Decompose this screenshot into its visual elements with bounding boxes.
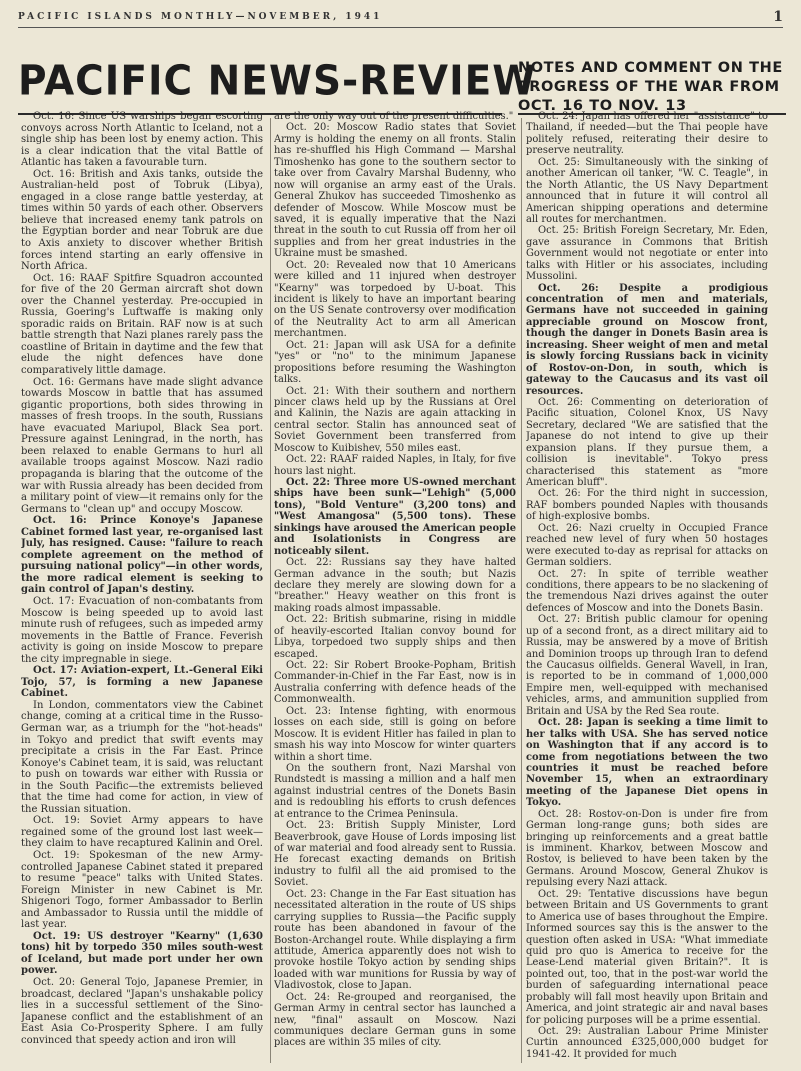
news-paragraph: Oct. 16: Prince Konoye's Japanese Cabinet formed last year, re-organised last July, has resigned. Cause: "failure to reach complete agreement on the method of pursuing national policy"—in other words, the more radical element is seeking to gain control of Japan's destiny. bbox=[21, 515, 263, 596]
news-paragraph: Oct. 23: Change in the Far East situation has necessitated alteration in the route of US ships carrying supplies to Russia—the Pacific supply route has been abandoned in favour of the Boston-Archangel route. While displaying a firm attitude, America apparently does not wish to provoke hostile Tokyo action by sending ships loaded with war munitions for Russia by way of Vladivostok, close to Japan. bbox=[274, 888, 516, 992]
news-paragraph: Oct. 23: British Supply Minister, Lord Beaverbrook, gave House of Lords imposing list of war material and food already sent to Russia. He forecast exacting demands on British industry to fulfil all the aid promised to the Soviet. bbox=[274, 820, 516, 889]
column-1 bbox=[21, 111, 263, 1063]
news-paragraph: Oct. 16: RAAF Spitfire Squadron accounted for five of the 20 German aircraft shot down over the Channel yesterday. Pre-occupied in Russia, Goering's Luftwaffe is making only sporadic raids on Britain. RAF now is at such battle strength that Nazi planes rarely pass the coastline of Britain in daytime and the few that elude the night defences have done comparatively little damage. bbox=[21, 272, 263, 377]
news-paragraph: Oct. 19: Spokesman of the new Army-controlled Japanese Cabinet stated it prepared to resume "peace" talks with United States. Foreign Minister in new Cabinet is Mr. Shigenori Togo, former Ambassador to Berlin and Ambassador to Russia until the middle of last year. bbox=[21, 850, 263, 931]
news-paragraph: Oct. 29: Australian Labour Prime Minister Curtin announced £325,000,000 budget for 1941-42. It provided for much bbox=[526, 1026, 768, 1060]
news-paragraph: Oct. 22: Three more US-owned merchant ships have been sunk—"Lehigh" (5,000 tons), "Bold Venture" (3,200 tons) and "West Amangosa" (5,500 tons). These sinkings have aroused the American people and Isolationists in Congress are noticeably silent. bbox=[274, 477, 516, 557]
news-paragraph: Oct. 26: For the third night in succession, RAF bombers pounded Naples with thousands of high-explosive bombs. bbox=[526, 488, 768, 523]
news-paragraph: Oct. 23: Intense fighting, with enormous losses on each side, still is going on before Moscow. It is evident Hitler has failed in plan to smash his way into Moscow for winter quarters within a short time. bbox=[274, 705, 516, 763]
column-3 bbox=[526, 111, 768, 1063]
news-paragraph: Oct. 16: British and Axis tanks, outside the Australian-held post of Tobruk (Libya), engaged in a close range battle yesterday, at times within 50 yards of each other. Observers believe that increased enemy tank patrols on the Egyptian border and near Tobruk are due to Axis anxiety to discover whether British forces intend starting an early offensive in North Africa. bbox=[21, 168, 263, 273]
news-paragraph: Oct. 27: In spite of terrible weather conditions, there appears to be no slackening of the tremendous Nazi drives against the outer defences of Moscow and into the Donets Basin. bbox=[526, 568, 768, 614]
news-paragraph: Oct. 26: Commenting on deterioration of Pacific situation, Colonel Knox, US Navy Secretary, declared "We are satisfied that the Japanese do not intend to give up their expansion plans. If they pursue them, a collision is inevitable". Tokyo press characterised this statement as "more American bluff". bbox=[526, 396, 768, 488]
news-paragraph: Oct. 19: Soviet Army appears to have regained some of the ground lost last week—they claim to have recaptured Kalinin and Orel. bbox=[21, 815, 263, 850]
column-2 bbox=[274, 111, 516, 1063]
notes-heading: NOTES AND COMMENT ON THE PROGRESS OF THE WAR FROM OCT. 16 TO NOV. 13 bbox=[518, 60, 783, 114]
news-paragraph: On the southern front, Nazi Marshal von Rundstedt is massing a million and a half men against industrial centres of the Donets Basin and is redoubling his efforts to crush defences at entrance to the Crimea Peninsula. bbox=[274, 762, 516, 820]
news-paragraph: Oct. 22: RAAF raided Naples, in Italy, for five hours last night. bbox=[274, 454, 516, 477]
running-head-title: PACIFIC ISLANDS MONTHLY—NOVEMBER, 1941 bbox=[18, 12, 383, 22]
column-divider-2 bbox=[521, 118, 522, 1063]
news-paragraph: Oct. 16: Germans have made slight advance towards Moscow in battle that has assumed gigantic proportions, both sides throwing in masses of fresh troops. In the south, Russians have evacuated Mariupol, Black Sea port. Pressure against Leningrad, in the north, has been relaxed to enable Germans to hurl all available troops against Moscow. Nazi radio propaganda is blaring that the outcome of the war with Russia already has been decided from a military point of view—it remains only for the Germans to "clean up" and occupy Moscow. bbox=[21, 376, 263, 515]
news-paragraph: Oct. 17: Evacuation of non-combatants from Moscow is being speeded up to avoid last minute rush of refugees, such as impeded army movements in the Battle of France. Feverish activity is going on inside Moscow to prepare the city impregnable in siege. bbox=[21, 595, 263, 665]
news-paragraph: Oct. 20: Moscow Radio states that Soviet Army is holding the enemy on all fronts. Stalin has re-shuffled his High Command — Marshal Timoshenko has gone to the southern sector to take over from Cavalry Marshal Budenny, who now will organise an army east of the Urals. General Zhukov has succeeded Timoshenko as defender of Moscow. While Moscow must be saved, it is equally imperative that the Nazi threat in the south to cut Russia off from her oil supplies and from her great industries in the Ukraine must be smashed. bbox=[274, 122, 516, 260]
news-paragraph: In London, commentators view the Cabinet change, coming at a critical time in the Russo-German war, as a triumph for the "hot-heads" in Tokyo and predict that swift events may precipitate a crisis in the Far East. Prince Konoye's Cabinet team, it is said, was reluctant to push on towards war either with Russia or in the South Pacific—the extremists believed that the time had come for action, in view of the Russian situation. bbox=[21, 699, 263, 815]
news-paragraph: Oct. 28: Rostov-on-Don is under fire from German long-range guns; both sides are bringing up reinforcements and a great battle is imminent. Kharkov, between Moscow and Rostov, is believed to have been taken by the Germans. Around Moscow, General Zhukov is repulsing every Nazi attack. bbox=[526, 808, 768, 889]
news-paragraph: Oct. 25: Simultaneously with the sinking of another American oil tanker, "W. C. Teagle", in the North Atlantic, the US Navy Department announced that in future it will control all American shipping operations and determine all routes for merchantmen. bbox=[526, 156, 768, 225]
masthead-title: PACIFIC NEWS-REVIEW bbox=[18, 57, 537, 106]
column-divider-1 bbox=[270, 118, 271, 1063]
news-paragraph: Oct. 21: With their southern and northern pincer claws held up by the Russians at Orel and Kalinin, the Nazis are again attacking in central sector. Stalin has announced seat of Soviet Government been transferred from Moscow to Kuibishev, 550 miles east. bbox=[274, 385, 516, 454]
news-paragraph: Oct. 28: Japan is seeking a time limit to her talks with USA. She has served notice on Washington that if any accord is to come from negotiations between the two countries it must be reached before November 15, when an extraordinary meeting of the Japanese Diet opens in Tokyo. bbox=[526, 717, 768, 809]
news-paragraph: Oct. 17: Aviation-expert, Lt.-General Eiki Tojo, 57, is forming a new Japanese Cabinet. bbox=[21, 665, 263, 700]
news-paragraph: Oct. 22: Russians say they have halted German advance in the south; but Nazis declare they merely are slowing down for a "breather." Heavy weather on this front is making roads almost impassable. bbox=[274, 557, 516, 614]
news-paragraph: Oct. 20: General Tojo, Japanese Premier, in broadcast, declared "Japan's unshakable policy lies in a successful settlement of the Sino-Japanese conflict and the establishment of an East Asia Co-Prosperity Sphere. I am fully convinced that speedy action and iron will bbox=[21, 977, 263, 1046]
running-head bbox=[18, 10, 783, 26]
news-paragraph: Oct. 26: Despite a prodigious concentration of men and materials, Germans have not succeeded in gaining appreciable ground on Moscow front, though the danger in Donets Basin area is increasing. Sheer weight of men and metal is slowly forcing Russians back in vicinity of Rostov-on-Don, in south, which is gateway to the Caucasus and its vast oil resources. bbox=[526, 282, 768, 397]
news-paragraph: Oct. 19: US destroyer "Kearny" (1,630 tons) hit by torpedo 350 miles south-west of Iceland, but made port under her own power. bbox=[21, 930, 263, 977]
news-paragraph: are the only way out of the present difficulties." bbox=[274, 111, 514, 122]
news-paragraph: Oct. 24: Japan has offered her "assistance" to Thailand, if needed—but the Thai people have politely refused, reiterating their desire to preserve neutrality. bbox=[526, 111, 768, 157]
news-paragraph: Oct. 25: British Foreign Secretary, Mr. Eden, gave assurance in Commons that British Government would not negotiate or enter into talks with Hitler or his associates, including Mussolini. bbox=[526, 225, 768, 283]
news-paragraph: Oct. 21: Japan will ask USA for a definite "yes" or "no" to the minimum Japanese propositions before resuming the Washington talks. bbox=[274, 339, 516, 386]
news-paragraph: Oct. 16: Since US warships began escorting convoys across North Atlantic to Iceland, not a single ship has been lost by enemy action. This is a clear indication that the vital Battle of Atlantic has taken a favourable turn. bbox=[21, 111, 263, 169]
top-rule bbox=[18, 27, 783, 28]
news-paragraph: Oct. 22: Sir Robert Brooke-Popham, British Commander-in-Chief in the Far East, now is in Australia conferring with defence heads of the Commonwealth. bbox=[274, 660, 516, 706]
news-paragraph: Oct. 24: Re-grouped and reorganised, the German Army in central sector has launched a new, "final" assault on Moscow. Nazi communiques declare German guns in some places are within 35 miles of city. bbox=[274, 991, 516, 1049]
news-paragraph: Oct. 27: British public clamour for opening up of a second front, as a direct military aid to Russia, may be answered by a move of British and Dominion troops up through Iran to defend the Caucasus oilfields. General Wavell, in Iran, is reported to be in command of 1,000,000 Empire men, well-equipped with mechanised vehicles, arms, and ammunition supplied from Britain and USA by the Red Sea route. bbox=[526, 614, 768, 717]
news-paragraph: Oct. 20: Revealed now that 10 Americans were killed and 11 injured when destroyer "Kearny" was torpedoed by U-boat. This incident is likely to have an important bearing on the US Senate controversy over modification of the Neutrality Act to arm all American merchantmen. bbox=[274, 259, 516, 340]
news-paragraph: Oct. 22: British submarine, rising in middle of heavily-escorted Italian convoy bound for Libya, torpedoed two supply ships and then escaped. bbox=[274, 614, 516, 660]
news-paragraph: Oct. 26: Nazi cruelty in Occupied France reached new level of fury when 50 hostages were executed to-day as reprisal for attacks on German soldiers. bbox=[526, 522, 768, 569]
page-number: 1 bbox=[773, 9, 783, 25]
news-paragraph: Oct. 29: Tentative discussions have begun between Britain and US Governments to grant to America use of bases throughout the Empire. Informed sources say this is the answer to the question often asked in USA: "What immediate quid pro quo is America to receive for the Lease-Lend material given Britain?". It is pointed out, too, that in the post-war world the burden of safeguarding international peace probably will fall most heavily upon Britain and America, and joint strategic air and naval bases for policing purposes will be a prime essential. bbox=[526, 888, 768, 1026]
